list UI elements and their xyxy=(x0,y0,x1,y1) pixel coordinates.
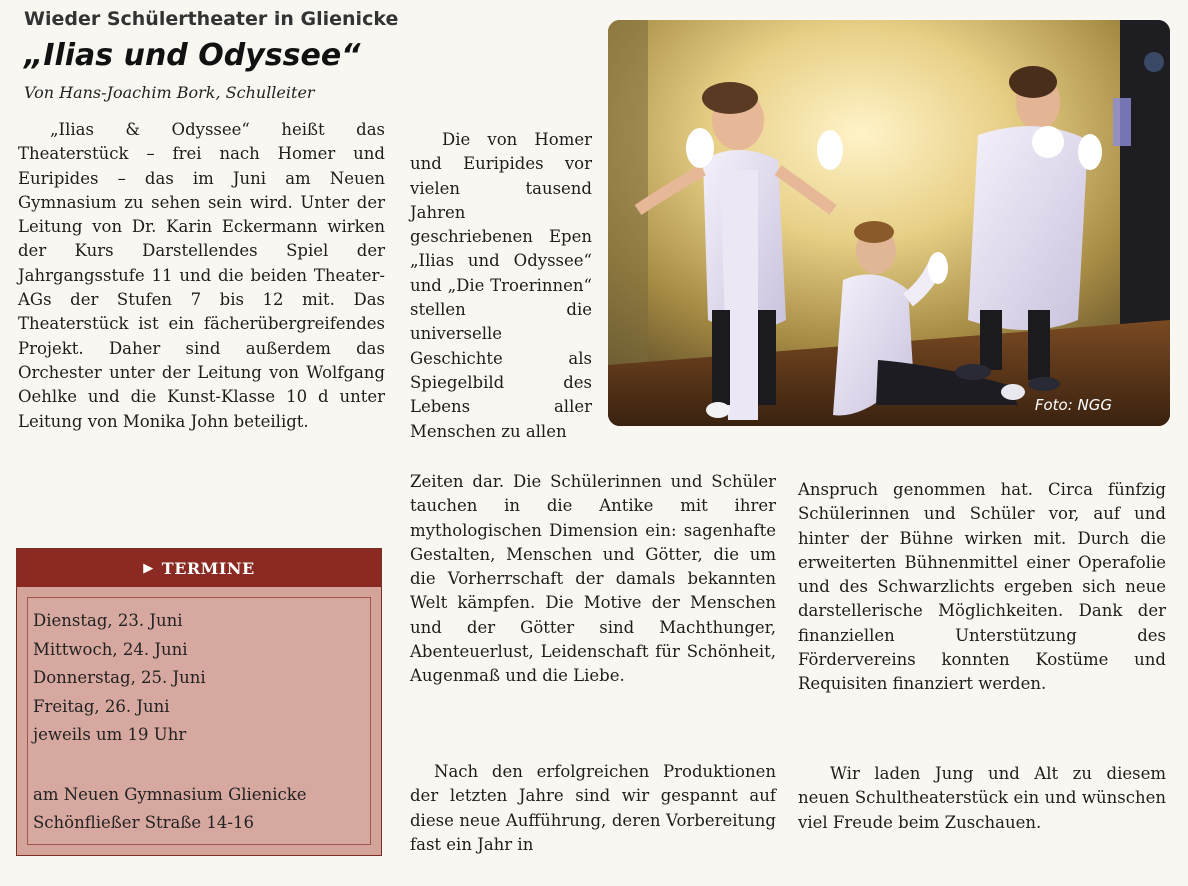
termine-date-item: Dienstag, 23. Juni xyxy=(33,611,183,630)
termine-box xyxy=(16,548,382,856)
termine-date-item: Donnerstag, 25. Juni xyxy=(33,668,206,687)
triangle-right-icon: ▶ xyxy=(143,560,154,576)
termine-location xyxy=(33,781,306,837)
termine-date-item: Mittwoch, 24. Juni xyxy=(33,639,188,659)
article-byline: Von Hans-Joachim Bork, Schulleiter xyxy=(24,83,315,102)
termine-location-line: am Neuen Gymnasium Glienicke xyxy=(33,785,307,804)
termine-title: TERMINE xyxy=(161,558,255,578)
termine-header xyxy=(17,549,381,587)
theater-photo-image xyxy=(608,20,1170,426)
article-paragraph-homer: Die von Homer und Euripides vor vielen tausend Jahren geschriebenen Epen „Ilias und Odyssee“ und „Die Troerinnen“ stellen die universelle Geschichte als Spiegelbild des Lebens aller Menschen zu allen xyxy=(410,130,592,441)
article-paragraph-invitation: Wir laden Jung und Alt zu diesem neuen Schultheaterstück ein und wünschen viel Freude beim Zuschauen. xyxy=(798,764,1166,832)
termine-date-item: Freitag, 26. Juni xyxy=(33,696,170,716)
termine-time-item: jeweils um 19 Uhr xyxy=(33,725,187,744)
article-paragraph-productions-continued: Anspruch genommen hat. Circa fünfzig Schülerinnen und Schüler vor, auf und hinter der Bühne wirken mit. Durch die erweiterten Bühnenmittel einer Operafolie und des Schwarzlichts ergeben sich neue darstellerische Möglichkeiten. Dank der finanziellen Unterstützung des Fördervereins konnten Kostüme und Requisiten finanziert werden. xyxy=(798,480,1166,694)
theater-photo xyxy=(608,20,1170,426)
article-kicker: Wieder Schülertheater in Glienicke xyxy=(24,8,399,30)
article-headline: „Ilias und Odyssee“ xyxy=(24,38,361,73)
article-paragraph-productions: Nach den erfolgreichen Produktionen der letzten Jahre sind wir gespannt auf diese neue Aufführung, deren Vorbereitung fast ein Jahr in xyxy=(410,762,776,854)
photo-credit: Foto: NGG xyxy=(1034,396,1112,414)
termine-location-line: Schönfließer Straße 14-16 xyxy=(33,813,254,832)
article-paragraph-intro: „Ilias & Odyssee“ heißt das Theaterstück – frei nach Homer und Euripides – das im Juni am Neuen Gymnasium zu sehen sein wird. Unter der Leitung von Dr. Karin Eckermann wirken der Kurs Darstellendes Spiel der Jahrgangsstufe 11 und die beiden Theater-AGs der Stufen 7 bis 12 mit. Das Theaterstück ist ein fächerübergreifendes Projekt. Daher sind außerdem das Orchester unter der Leitung von Wolfgang Oehlke und die Kunst-Klasse 10 d unter Leitung von Monika John beteiligt. xyxy=(18,120,385,431)
article-paragraph-homer-continued: Zeiten dar. Die Schülerinnen und Schüler tauchen in die Antike mit ihrer mythologischen Dimension ein: sagenhafte Gestalten, Menschen und Götter, die um die Vorherrschaft der damals bekannten Welt kämpfen. Die Motive der Menschen und der Götter sind Machthunger, Abenteuerlust, Leidenschaft für Schönheit, Augenmaß und die Liebe. xyxy=(410,472,776,686)
termine-dates-list xyxy=(33,607,206,750)
